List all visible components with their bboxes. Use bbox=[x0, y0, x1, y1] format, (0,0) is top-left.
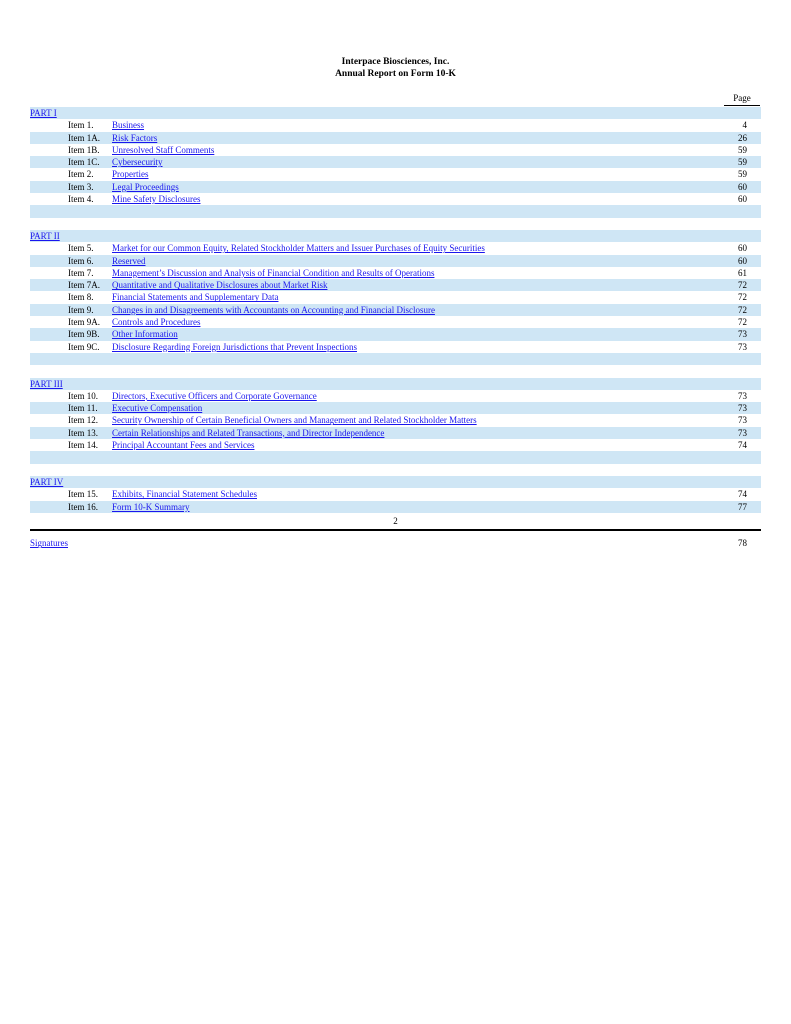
item-page: 73 bbox=[738, 390, 747, 401]
item-link[interactable]: Controls and Procedures bbox=[112, 317, 201, 328]
item-number: Item 8. bbox=[68, 292, 94, 303]
toc-row bbox=[30, 267, 761, 279]
item-link[interactable]: Disclosure Regarding Foreign Jurisdictions that Prevent Inspections bbox=[112, 341, 357, 352]
item-link[interactable]: Certain Relationships and Related Transactions, and Director Independence bbox=[112, 427, 385, 438]
item-page: 74 bbox=[738, 440, 747, 451]
part-link[interactable]: PART IV bbox=[30, 476, 64, 487]
item-page: 59 bbox=[738, 157, 747, 168]
item-number: Item 1A. bbox=[68, 132, 100, 143]
item-number: Item 4. bbox=[68, 194, 94, 205]
row-spacer bbox=[30, 205, 761, 217]
toc-row bbox=[30, 402, 761, 414]
item-page: 73 bbox=[738, 341, 747, 352]
item-page: 73 bbox=[738, 427, 747, 438]
item-link[interactable]: Market for our Common Equity, Related Stockholder Matters and Issuer Purchases of Equity Securities bbox=[112, 243, 485, 254]
row-spacer bbox=[30, 218, 761, 230]
report-title: Annual Report on Form 10-K bbox=[335, 69, 456, 79]
toc-row bbox=[30, 119, 761, 131]
toc-row bbox=[30, 304, 761, 316]
toc-row bbox=[30, 291, 761, 303]
item-page: 72 bbox=[738, 280, 747, 291]
page-column-header: Page bbox=[724, 93, 760, 106]
row-spacer bbox=[30, 525, 761, 537]
item-page: 60 bbox=[738, 194, 747, 205]
item-number: Item 1. bbox=[68, 120, 94, 131]
item-number: Item 13. bbox=[68, 427, 98, 438]
item-link[interactable]: Business bbox=[112, 120, 145, 131]
toc-row bbox=[30, 242, 761, 254]
part-heading-row bbox=[30, 107, 761, 119]
item-page: 59 bbox=[738, 144, 747, 155]
item-page: 73 bbox=[738, 329, 747, 340]
item-number: Item 5. bbox=[68, 243, 94, 254]
page-number: 2 bbox=[393, 516, 398, 526]
item-page: 26 bbox=[738, 132, 747, 143]
item-number: Item 1B. bbox=[68, 144, 100, 155]
item-link[interactable]: Mine Safety Disclosures bbox=[112, 194, 201, 205]
item-link[interactable]: Principal Accountant Fees and Services bbox=[112, 440, 255, 451]
toc-row bbox=[30, 427, 761, 439]
toc-row bbox=[30, 316, 761, 328]
item-number: Item 12. bbox=[68, 415, 98, 426]
toc-row bbox=[30, 341, 761, 353]
item-link[interactable]: Exhibits, Financial Statement Schedules bbox=[112, 489, 257, 500]
item-link[interactable]: Unresolved Staff Comments bbox=[112, 144, 215, 155]
toc-row bbox=[30, 181, 761, 193]
item-number: Item 6. bbox=[68, 255, 94, 266]
toc-row bbox=[30, 193, 761, 205]
item-page: 73 bbox=[738, 403, 747, 414]
item-page: 60 bbox=[738, 255, 747, 266]
footer-rule bbox=[30, 529, 761, 531]
item-link[interactable]: Directors, Executive Officers and Corporate Governance bbox=[112, 390, 317, 401]
part-link[interactable]: PART II bbox=[30, 230, 60, 241]
item-page: 74 bbox=[738, 489, 747, 500]
item-number: Item 10. bbox=[68, 390, 98, 401]
item-page: 4 bbox=[742, 120, 747, 131]
item-number: Item 2. bbox=[68, 169, 94, 180]
part-link[interactable]: PART III bbox=[30, 378, 63, 389]
item-number: Item 1C. bbox=[68, 157, 100, 168]
item-page: 61 bbox=[738, 267, 747, 278]
item-page: 72 bbox=[738, 292, 747, 303]
toc-row bbox=[30, 488, 761, 500]
row-spacer bbox=[30, 353, 761, 365]
signatures-link[interactable]: Signatures bbox=[30, 538, 68, 549]
item-page: 73 bbox=[738, 415, 747, 426]
item-link[interactable]: Management’s Discussion and Analysis of Financial Condition and Results of Operations bbox=[112, 267, 435, 278]
item-link[interactable]: Form 10-K Summary bbox=[112, 501, 190, 512]
item-number: Item 9C. bbox=[68, 341, 100, 352]
toc-row bbox=[30, 144, 761, 156]
toc-row bbox=[30, 168, 761, 180]
item-page: 59 bbox=[738, 169, 747, 180]
signatures-row bbox=[30, 537, 761, 549]
item-number: Item 7A. bbox=[68, 280, 100, 291]
item-link[interactable]: Other Information bbox=[112, 329, 178, 340]
item-number: Item 3. bbox=[68, 181, 94, 192]
table-of-contents bbox=[30, 107, 761, 550]
item-link[interactable]: Reserved bbox=[112, 255, 146, 266]
toc-row bbox=[30, 501, 761, 513]
item-link[interactable]: Quantitative and Qualitative Disclosures about Market Risk bbox=[112, 280, 328, 291]
row-spacer bbox=[30, 464, 761, 476]
item-number: Item 11. bbox=[68, 403, 98, 414]
item-link[interactable]: Security Ownership of Certain Beneficial Owners and Management and Related Stockholder Matters bbox=[112, 415, 477, 426]
item-page: 77 bbox=[738, 501, 747, 512]
item-number: Item 9A. bbox=[68, 317, 100, 328]
item-number: Item 9. bbox=[68, 304, 94, 315]
item-page: 72 bbox=[738, 304, 747, 315]
part-heading-row bbox=[30, 476, 761, 488]
item-link[interactable]: Financial Statements and Supplementary Data bbox=[112, 292, 279, 303]
item-link[interactable]: Risk Factors bbox=[112, 132, 158, 143]
item-number: Item 14. bbox=[68, 440, 98, 451]
item-number: Item 9B. bbox=[68, 329, 100, 340]
toc-row bbox=[30, 414, 761, 426]
item-number: Item 7. bbox=[68, 267, 94, 278]
item-number: Item 16. bbox=[68, 501, 98, 512]
toc-row bbox=[30, 390, 761, 402]
item-link[interactable]: Properties bbox=[112, 169, 149, 180]
toc-row bbox=[30, 439, 761, 451]
toc-row bbox=[30, 156, 761, 168]
toc-row bbox=[30, 279, 761, 291]
company-name: Interpace Biosciences, Inc. bbox=[341, 57, 450, 67]
item-page: 60 bbox=[738, 243, 747, 254]
item-number: Item 15. bbox=[68, 489, 98, 500]
row-spacer bbox=[30, 451, 761, 463]
toc-row bbox=[30, 328, 761, 340]
toc-row bbox=[30, 255, 761, 267]
toc-row bbox=[30, 132, 761, 144]
item-page: 72 bbox=[738, 317, 747, 328]
item-link[interactable]: Executive Compensation bbox=[112, 403, 203, 414]
item-page: 60 bbox=[738, 181, 747, 192]
item-link[interactable]: Cybersecurity bbox=[112, 157, 163, 168]
part-heading-row bbox=[30, 378, 761, 390]
signatures-page: 78 bbox=[738, 538, 747, 549]
item-link[interactable]: Changes in and Disagreements with Accountants on Accounting and Financial Disclosure bbox=[112, 304, 435, 315]
part-heading-row bbox=[30, 230, 761, 242]
item-link[interactable]: Legal Proceedings bbox=[112, 181, 179, 192]
part-link[interactable]: PART I bbox=[30, 108, 57, 118]
row-spacer bbox=[30, 365, 761, 377]
